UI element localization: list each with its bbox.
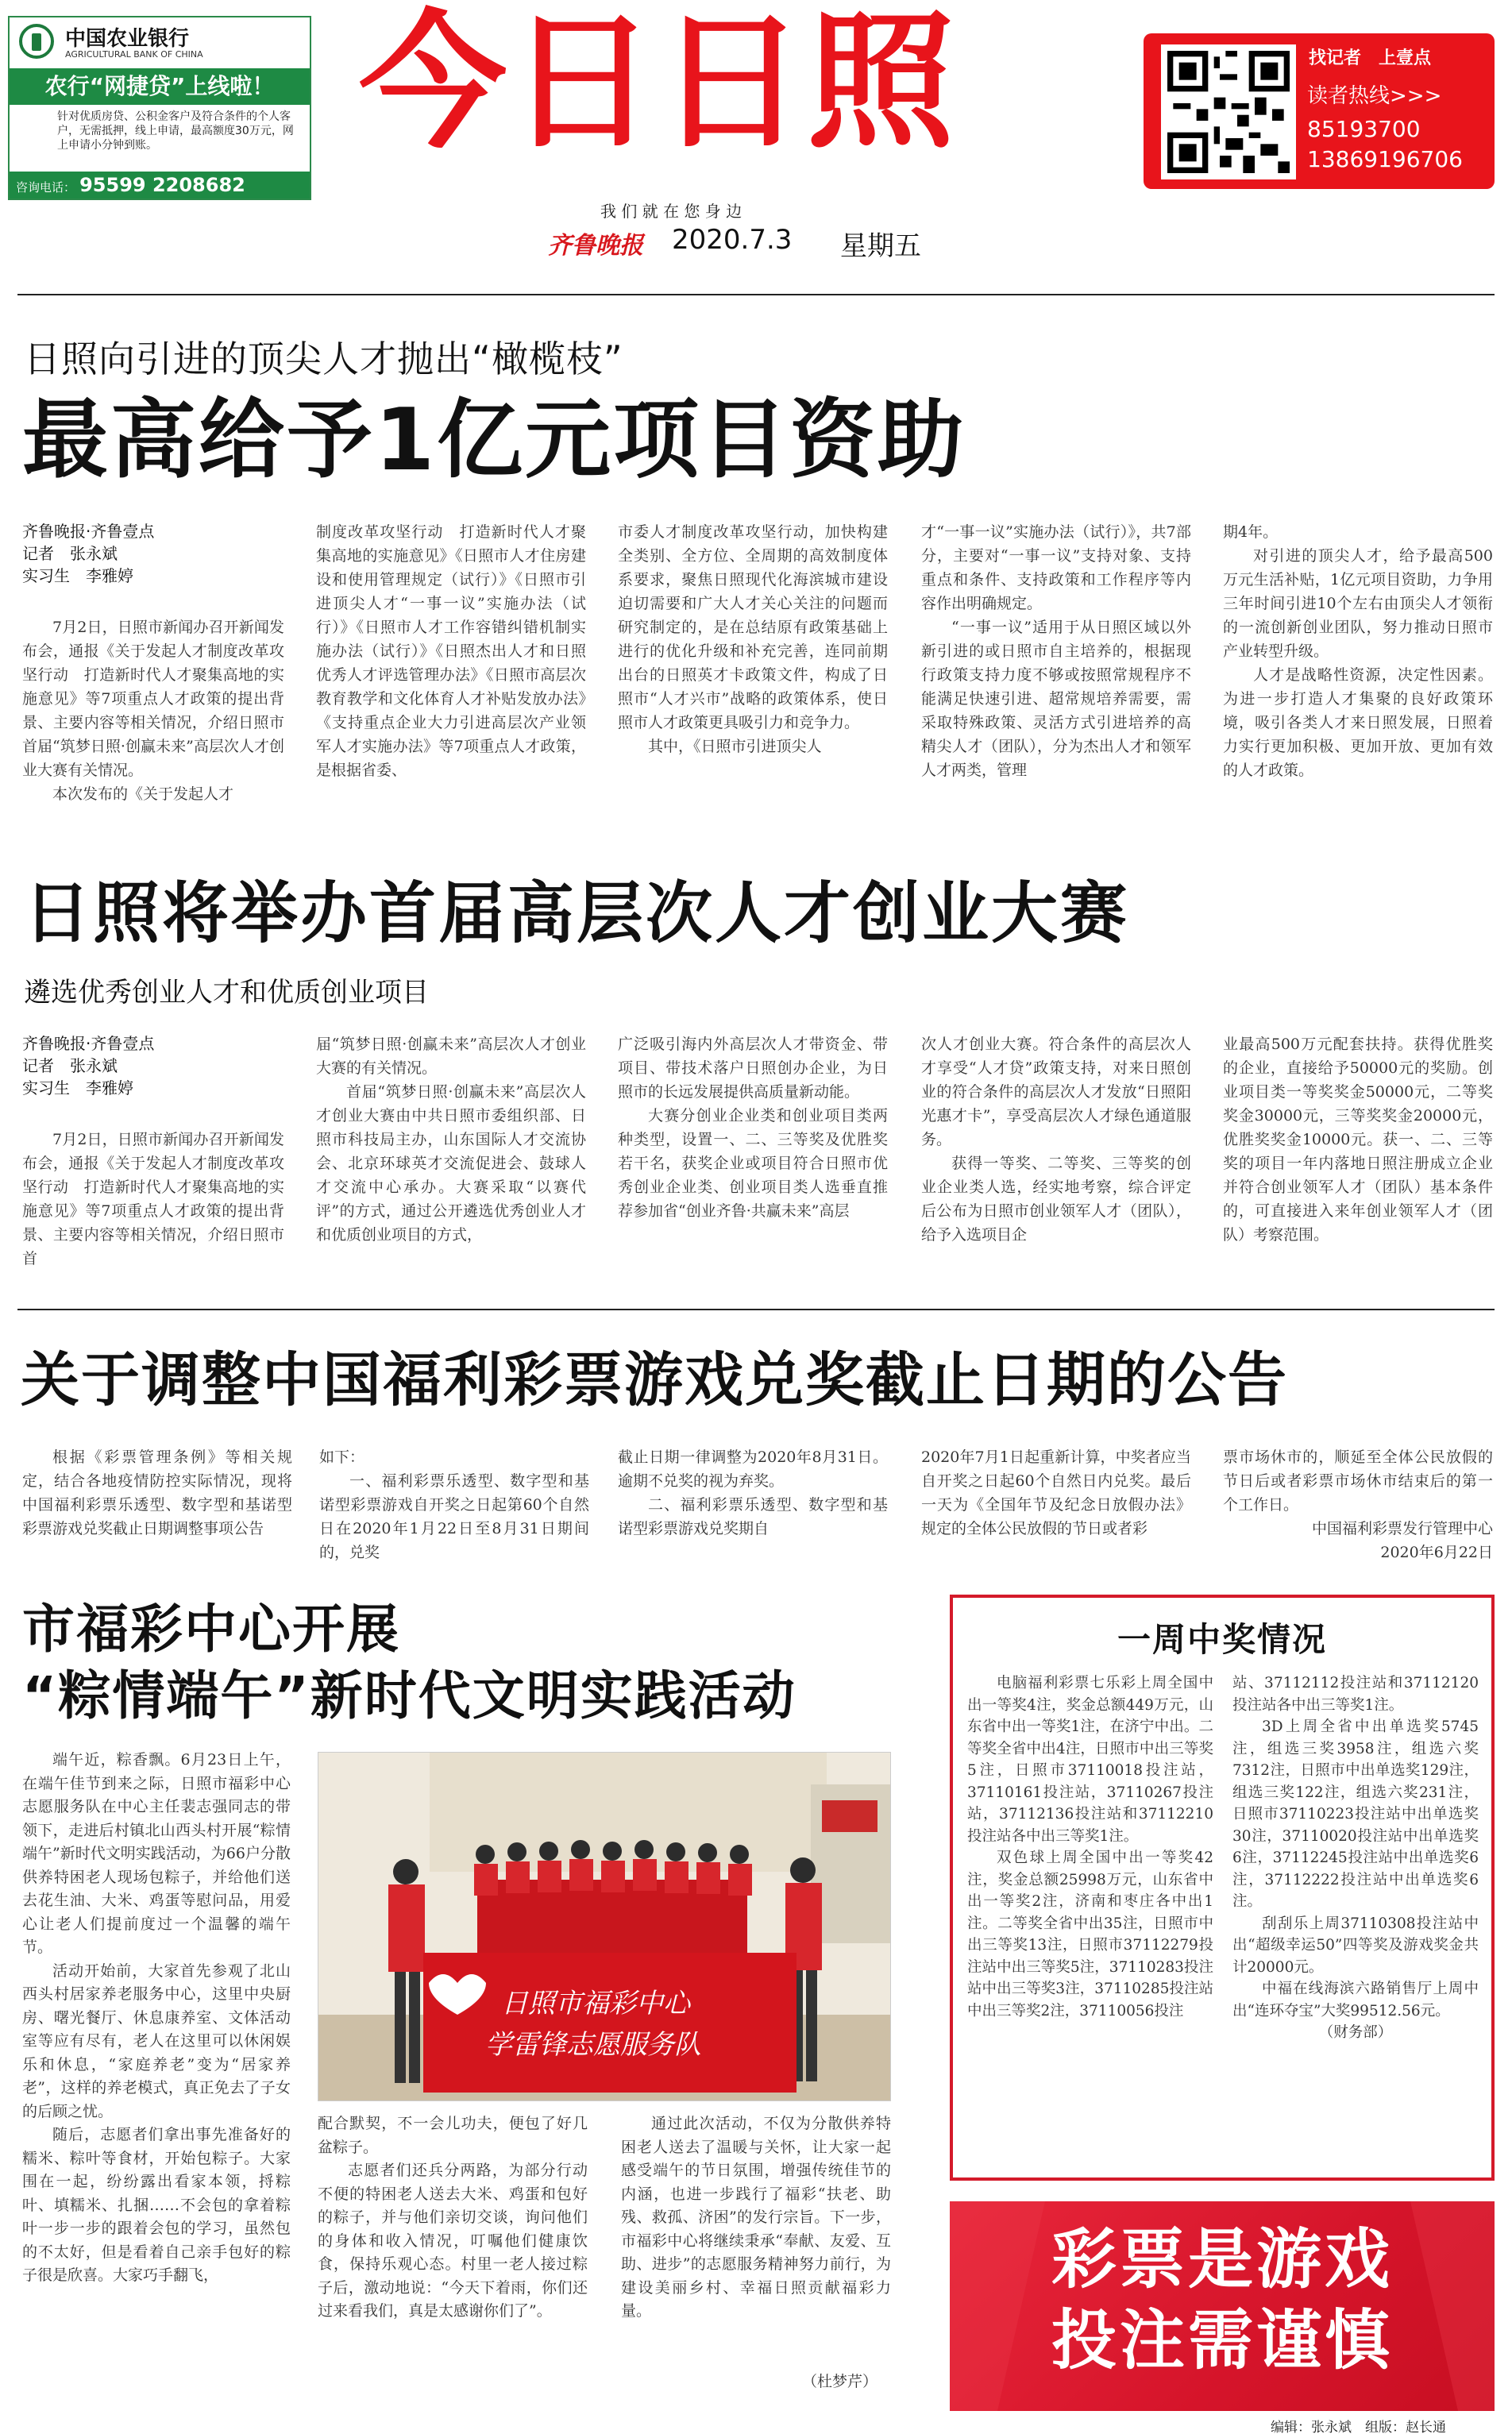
- article1-col5b-text: 对引进的顶尖人才，给予最高500万元生活补贴，1亿元项目资助，力争用三年时间引进10个左右由顶尖人才领衔的一流创新创业团队，努力推动日照市产业转型升级。: [1223, 547, 1493, 660]
- article4-col2: [318, 2112, 588, 2392]
- promo-line-1: 彩票是游戏: [1051, 2222, 1393, 2297]
- article2-col4b-text: 获得一等奖、二等奖、三等奖的创业企业类人选，经实地考察，综合评定后公布为日照市创业领军人才（团队），给予入选项目企: [921, 1155, 1191, 1244]
- lottery-col2b-text: 3D上周全省中出单选奖5745注，组选三奖3958注，组选六奖7312注，日照市中出单选奖129注，组选三奖122注，组选六奖231注，日照市37110223投注站中出单选奖30注，37110020投注站中出单选奖6注，37112245投注站中出单选奖6注，37112222投注站中出单选奖6注。: [1232, 1718, 1479, 1910]
- article2-col1: [22, 1128, 284, 1294]
- ad-phone-label: 咨询电话：: [16, 180, 76, 195]
- article1-kicker: 日照向引进的顶尖人才抛出“橄榄枝”: [24, 338, 623, 380]
- article1-col3b-text: 其中，《日照市引进顶尖人: [648, 738, 822, 755]
- masthead-divider: [17, 294, 1495, 295]
- hotline-phone-2[interactable]: 13869196706: [1307, 146, 1463, 172]
- article2-col2-text: 届“筑梦日照·创赢未来”高层次人才创业大赛的有关情况。: [316, 1036, 586, 1077]
- article4-col2-text: 配合默契，不一会儿功夫，便包了好几盆粽子。: [318, 2115, 588, 2156]
- paper-logo: 齐鲁晚报: [548, 232, 643, 260]
- article2-col5-text: 业最高500万元配套扶持。获得优胜奖的企业，直接给予50000元的奖励。创业项目类一等奖奖金50000元，二等奖奖金30000元，三等奖奖金20000元，优胜奖奖金10000元。获一、二、三等奖的项目一年内落地日照注册成立企业并符合创业领军人才（团队）基本条件的，可直接进入来年创业领军人才（团队）考察范围。: [1223, 1036, 1493, 1244]
- article4-col1c-text: 随后，志愿者们拿出事先准备好的糯米、粽叶等食材，开始包粽子。大家围在一起，纷纷露出看家本领，捋粽叶、填糯米、扎捆……不会包的拿着粽叶一步一步的跟着会包的学习，虽然包的不太好，但是看着自己亲手包好的粽子很是欣喜。大家巧手翻飞，: [22, 2126, 291, 2284]
- article1-col2-text: 制度改革攻坚行动 打造新时代人才聚集高地的实施意见》《日照市人才住房建设和使用管理规定（试行）》《日照市引进顶尖人才“一事一议”实施办法（试行）》《日照市人才工作容错纠错机制实施办法（试行）》《日照杰出人才和日照优秀人才评选管理办法》《日照市高层次教育教学和文化体育人才补贴发放办法》《支持重点企业大力引进高层次产业领军人才实施办法》等7项重点人才政策，是根据省委、: [316, 523, 586, 779]
- bank-ad[interactable]: [8, 16, 311, 200]
- lottery-col2-text: 站、37112112投注站和37112120投注站各中出三等奖1注。: [1232, 1675, 1479, 1714]
- article2-col3b-text: 大赛分创业企业类和创业项目类两种类型，设置一、二、三等奖及优胜奖若干名，获奖企业或项目符合日照市优秀创业企业类、创业项目类人选垂直推荐参加省“创业齐鲁·共赢未来”高层: [618, 1107, 888, 1220]
- article2-col2: [316, 1032, 586, 1294]
- article3-headline: 关于调整中国福利彩票游戏兑奖截止日期的公告: [21, 1346, 1288, 1414]
- article1-col5c-text: 人才是战略性资源，决定性因素。为进一步打造人才集聚的良好政策环境，吸引各类人才来日照发展，日照着力实行更加积极、更加开放、更加有效的人才政策。: [1223, 666, 1493, 779]
- lottery-col2: [1232, 1672, 1479, 2171]
- article1-byline: [22, 520, 284, 587]
- lottery-col1: [967, 1672, 1213, 2171]
- footer-editor: 编辑：张永斌 组版：赵长通: [1271, 2420, 1446, 2434]
- article3-col2b-text: 一、福利彩票乐透型、数字型和基诺型彩票游戏自开奖之日起第60个自然日在2020年1月22日至8月31日期间的，兑奖: [319, 1472, 589, 1561]
- article2-subhead: 遴选优秀创业人才和优质创业项目: [24, 977, 429, 1009]
- article1-col3: [618, 520, 888, 830]
- article2-col2b-text: 首届“筑梦日照·创赢未来”高层次人才创业大赛由中共日照市委组织部、日照市科技局主办，山东国际人才交流协会、北京环球英才交流促进会、鼓球人才交流中心承办。大赛采取“以赛代评”的方式，通过公开遴选优秀创业人才和优质创业项目的方式，: [316, 1083, 586, 1244]
- article2-col4-text: 次人才创业大赛。符合条件的高层次人才享受“人才贷”政策支持，对来日照创业的符合条件的高层次人才发放“日照阳光惠才卡”，享受高层次人才绿色通道服务。: [921, 1036, 1191, 1148]
- bank-logo-icon: [19, 24, 54, 59]
- promo-line-2: 投注需谨慎: [1051, 2303, 1393, 2378]
- section-divider-1: [17, 1309, 1495, 1310]
- article1-col5-text: 期4年。: [1223, 523, 1279, 541]
- article1-col4: [921, 520, 1191, 830]
- lottery-box: [950, 1595, 1495, 2181]
- lottery-promo-banner: [950, 2201, 1495, 2411]
- hotline-label: 读者热线>>>: [1307, 84, 1442, 108]
- article1-col1b-text: 本次发布的《关于发起人才: [52, 785, 234, 803]
- article1-byline-source: 齐鲁晚报·齐鲁壹点: [22, 522, 155, 541]
- ad-phones: 95599 2208682: [79, 174, 245, 196]
- article1-col5: [1223, 520, 1493, 830]
- article3-col1: [22, 1445, 292, 1564]
- article4-col3-text: 通过此次活动，不仅为分散供养特困老人送去了温暖与关怀，让大家一起感受端午的节日氛围，增强传统佳节的内涵，也进一步践行了福彩“扶老、助残、救孤、济困”的发行宗旨。下一步，市福彩中心将继续秉承“奉献、友爱、互助、进步”的志愿服务精神努力前行，为建设美丽乡村、幸福日照贡献福彩力量。: [621, 2115, 891, 2320]
- article2-byline-reporter: 记者 张永斌: [22, 1056, 118, 1075]
- hotline-phone-1[interactable]: 85193700: [1307, 116, 1421, 142]
- article4-col1b-text: 活动开始前，大家首先参观了北山西头村居家养老服务中心，这里中央厨房、曙光餐厅、休息康养室、文体活动室等应有尽有，老人在这里可以休闲娱乐和休息，“家庭养老”变为“居家养老”，这样的养老模式，真正免去了子女的后顾之忧。: [22, 1961, 291, 2120]
- bank-name: 中国农业银行: [65, 27, 190, 51]
- article4-col1: [22, 1749, 291, 2392]
- article3-col5: [1223, 1445, 1493, 1564]
- article2-col3-text: 广泛吸引海内外高层次人才带资金、带项目、带技术落户日照创办企业，为日照市的长远发展提供高质量新动能。: [618, 1036, 888, 1101]
- qr-code-icon[interactable]: [1161, 44, 1296, 179]
- masthead-tagline: 我 们 就 在 您 身 边: [600, 202, 742, 221]
- article2-byline-intern: 实习生 李雅婷: [22, 1078, 133, 1097]
- article1-byline-intern: 实习生 李雅婷: [22, 566, 133, 585]
- article4-headline-2: “粽情端午”新时代文明实践活动: [22, 1665, 796, 1726]
- article3-col1-text: 根据《彩票管理条例》等相关规定，结合各地疫情防控实际情况，现将中国福利彩票乐透型、数字型和基诺型彩票游戏兑奖截止日期调整事项公告: [22, 1448, 292, 1537]
- article2-byline: [22, 1032, 284, 1099]
- banner-line-2: 学雷锋志愿服务队: [485, 2029, 701, 2061]
- lottery-col1b-text: 双色球上周全国中出一等奖42注，奖金总额25998万元，山东省中出一等奖2注，济南和枣庄各中出1注。二等奖全省中出35注，日照市中出三等奖13注，日照市37112279投注站中出三等奖5注，37110283投注站中出三等奖3注，37110285投注站中出三等奖2注，37110056投注: [967, 1850, 1213, 2019]
- article2-col3: [618, 1032, 888, 1294]
- article1-col4-text: 才“一事一议”实施办法（试行）》，共7部分，主要对“一事一议”支持对象、支持重点和条件、支持政策和工作程序等内容作出明确规定。: [921, 523, 1191, 612]
- article3-col3b-text: 二、福利彩票乐透型、数字型和基诺型彩票游戏兑奖期自: [618, 1496, 888, 1537]
- ad-phone-bar: [10, 172, 310, 199]
- article1-byline-reporter: 记者 张永斌: [22, 544, 118, 563]
- article2-byline-source: 齐鲁晚报·齐鲁壹点: [22, 1034, 155, 1053]
- article3-col4-text: 2020年7月1日起重新计算，中奖者应当自开奖之日起60个自然日内兑奖。最后一天为《全国年节及纪念日放假办法》规定的全体公民放假的节日或者彩: [921, 1448, 1191, 1537]
- article1-col1-text: 7月2日，日照市新闻办召开新闻发布会，通报《关于发起人才制度改革攻坚行动 打造新时代人才聚集高地的实施意见》等7项重点人才政策的提出背景、主要内容等相关情况，介绍日照市首届“筑梦日照·创赢未来”高层次人才创业大赛有关情况。: [22, 619, 284, 779]
- masthead-title: 今日日照: [359, 0, 957, 168]
- article2-col5: [1223, 1032, 1493, 1294]
- article1-col1: [22, 615, 284, 830]
- article3-col2: [319, 1445, 589, 1564]
- article4-col1-text: 端午近，粽香飘。6月23日上午，在端午佳节到来之际，日照市福彩中心志愿服务队在中心主任裴志强同志的带领下，走进后村镇北山西头村开展“粽情端午”新时代文明实践活动，为66户分散供养特困老人现场包粽子，并给他们送去花生油、大米、鸡蛋等慰问品，用爱心让老人们提前度过一个温馨的端午节。: [22, 1751, 291, 1956]
- find-reporter: 找记者 上壹点: [1309, 48, 1432, 68]
- article4-col3: [621, 2112, 891, 2366]
- article4-author: （杜梦芹）: [802, 2373, 878, 2390]
- article1-headline: 最高给予1亿元项目资助: [22, 391, 966, 490]
- ad-description: 针对优质房贷、公积金客户及符合条件的个人客户，无需抵押，线上申请，最高额度30万元，网上申请小分钟到账。: [57, 110, 294, 152]
- article3-signer: 中国福利彩票发行管理中心: [1311, 1520, 1493, 1537]
- article3-col3: [618, 1445, 888, 1564]
- bank-name-en: AGRICULTURAL BANK OF CHINA: [65, 49, 203, 60]
- volunteer-photo: [318, 1752, 891, 2101]
- article1-col3-text: 市委人才制度改革攻坚行动，加快构建全类别、全方位、全周期的高效制度体系要求，聚焦日照现代化海滨城市建设迫切需要和广大人才关心关注的问题而研究制定的，是在总结原有政策基础上进行的优化升级和补充完善，连同前期出台的日照英才卡政策文件，构成了日照市“人才兴市”战略的政策体系，使日照市人才政策更具吸引力和竞争力。: [618, 523, 888, 731]
- hotline-box[interactable]: [1144, 33, 1495, 189]
- article3-col4: [921, 1445, 1191, 1564]
- article2-col1-text: 7月2日，日照市新闻办召开新闻发布会，通报《关于发起人才制度改革攻坚行动 打造新时代人才聚集高地的实施意见》等7项重点人才政策的提出背景、主要内容等相关情况，介绍日照市首: [22, 1131, 284, 1267]
- article3-col5-text: 票市场休市的，顺延至全体公民放假的节日后或者彩票市场休市结束后的第一个工作日。: [1223, 1448, 1493, 1514]
- article1-col4b-text: “一事一议”适用于从日照区域以外新引进的或日照市自主培养的，根据现行政策支持力度不够或按照常规程序不能满足快速引进、超常规培养需要，需采取特殊政策、灵活方式引进培养的高精尖人才（团队），分为杰出人才和领军人才两类，管理: [921, 619, 1191, 779]
- lottery-title: 一周中奖情况: [1117, 1620, 1327, 1659]
- banner-line-1: 日照市福彩中心: [501, 1988, 690, 2019]
- article3-date: 2020年6月22日: [1380, 1544, 1493, 1561]
- article3-col3-text: 截止日期一律调整为2020年8月31日。逾期不兑奖的视为弃奖。: [618, 1448, 888, 1490]
- article1-col2: [316, 520, 586, 830]
- article3-col2-text: 如下：: [319, 1448, 365, 1466]
- lottery-col1-text: 电脑福利彩票七乐彩上周全国中出一等奖4注，奖金总额449万元，山东省中出一等奖1注，在济宁中出。二等奖全省中出4注，日照市中出三等奖5注，日照市37110018投注站，37110161投注站，37110267投注站，37112136投注站和37112210投注站各中出三等奖1注。: [967, 1675, 1213, 1845]
- article4-headline-1: 市福彩中心开展: [22, 1599, 400, 1660]
- article2-col4: [921, 1032, 1191, 1294]
- lottery-signer: （财务部）: [1318, 2024, 1393, 2041]
- issue-date: 2020.7.3: [672, 224, 793, 256]
- lottery-col2d-text: 中福在线海滨六路销售厅上周中出“连环夺宝”大奖99512.56元。: [1232, 1981, 1479, 2019]
- issue-weekday: 星期五: [840, 230, 921, 262]
- article2-headline: 日照将举办首届高层次人才创业大赛: [24, 874, 1130, 952]
- article4-col2b-text: 志愿者们还兵分两路，为部分行动不便的特困老人送去大米、鸡蛋和包好的粽子，并与他们亲切交谈，询问他们的身体和收入情况，叮嘱他们健康饮食，保持乐观心态。村里一老人接过粽子后，激动地说：“今天下着雨，你们还过来看我们，真是太感谢你们了”。: [318, 2162, 588, 2320]
- lottery-col2c-text: 刮刮乐上周37110308投注站中出“超级幸运50”四等奖及游戏奖金共计20000元。: [1232, 1915, 1479, 1976]
- ad-slogan: 农行“网捷贷”上线啦！: [10, 68, 310, 105]
